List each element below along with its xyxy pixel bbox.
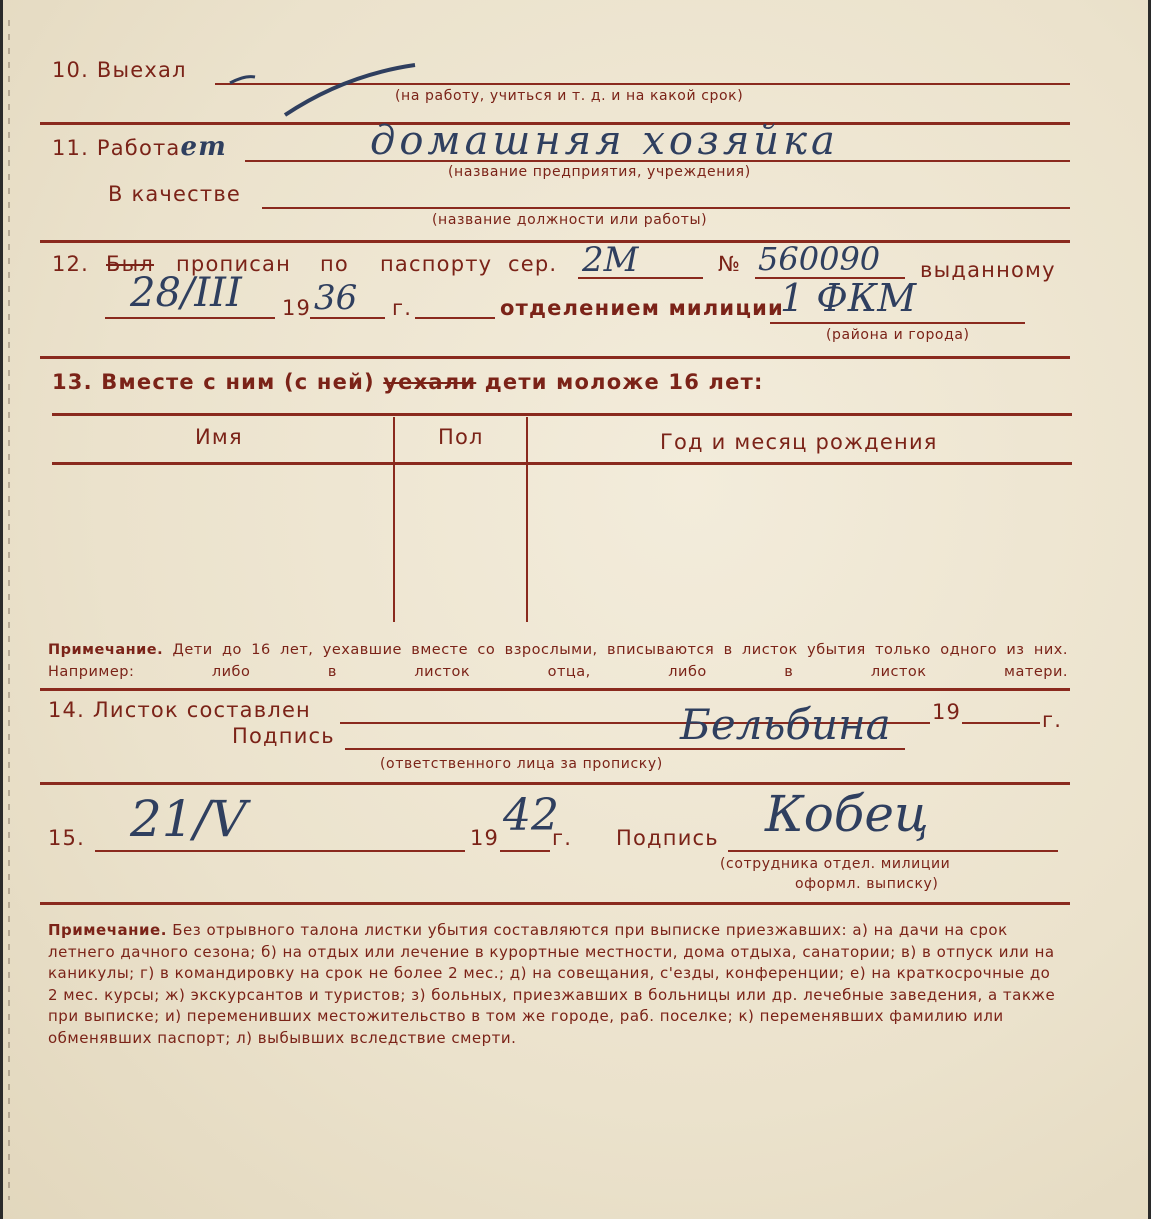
field-12-ser: сер. — [508, 252, 558, 276]
field-14-sign-label: Подпись — [232, 724, 335, 748]
field-14-hint: (ответственного лица за прописку) — [380, 756, 663, 772]
field-12-date-line — [105, 317, 275, 319]
field-12-num: 12. — [52, 252, 89, 276]
field-15-date-line — [95, 850, 465, 852]
field-15-sign-value: Кобец — [765, 785, 929, 843]
field-12-propisan: прописан — [176, 252, 292, 276]
field-11-value: домашняя хозяйка — [370, 118, 839, 164]
note-1-text: Дети до 16 лет, уехавшие вместе со взрослыми, вписываются в листок убытия только одного из них. Например: либо в листок отца, либо в листок матери. — [48, 642, 1068, 680]
field-12-year-suffix: г. — [392, 296, 413, 320]
field-15-sign-label: Подпись — [616, 826, 719, 850]
field-10-dash-stroke — [225, 55, 425, 115]
children-table-divider-1 — [393, 417, 395, 622]
field-15-year-suffix: г. — [552, 826, 573, 850]
field-14-year-suffix: г. — [1042, 708, 1063, 732]
field-13-suffix: дети моложе 16 лет: — [484, 370, 764, 394]
field-12-date-value: 28/III — [130, 270, 242, 316]
field-12-year-prefix: 19 — [282, 296, 312, 320]
rule-12-13 — [40, 356, 1070, 359]
field-11-suffix: ет — [180, 132, 227, 162]
field-12-number-value: 560090 — [758, 240, 881, 278]
children-table-top — [52, 413, 1072, 416]
note-2-title: Примечание. — [48, 921, 167, 939]
field-12-series-value: 2М — [582, 240, 639, 280]
field-10-hint: (на работу, учиться и т. д. и на какой срок) — [395, 88, 744, 104]
field-11-prefix: 11. Работа — [52, 136, 181, 160]
field-12-po: по — [320, 252, 349, 276]
field-10-label: 10. Выехал — [52, 58, 187, 82]
field-12-struck: Был — [106, 252, 155, 276]
field-11-label — [52, 132, 227, 162]
rule-11-12 — [40, 240, 1070, 243]
note-1-title: Примечание. — [48, 642, 164, 658]
field-14-label: 14. Листок составлен — [48, 698, 311, 722]
field-13-heading — [52, 370, 764, 394]
field-11-hint: (название предприятия, учреждения) — [448, 164, 751, 180]
field-15-year-prefix: 19 — [470, 826, 500, 850]
note-2 — [48, 920, 1058, 1050]
left-edge — [0, 0, 3, 1219]
field-11-quality-label: В качестве — [108, 182, 242, 206]
note-2-text: Без отрывного талона листки убытия составляются при выписке приезжавших: а) на дачи на срок летнего дачного сезона; б) на отдых или лечение в курортные местности, дома отдыха, санатории; в) в отпуск или на каникулы; г) в командировку на срок не более 2 мес.; д) на совещания, с'езды, конференции; е) на краткосрочные до 2 мес. курсы; ж) экскурсантов и туристов; з) больных, приезжавших в больницы или др. лечебные заведения, а также при выписке; и) переменивших местожительство в том же городе, раб. поселке; к) переменявших фамилию или обменявших паспорт; л) выбывших вследствие смерти. — [48, 921, 1056, 1047]
field-12-hint: (района и города) — [826, 327, 970, 343]
rule-15-note — [40, 902, 1070, 905]
field-13-prefix: 13. Вместе с ним (с ней) — [52, 370, 375, 394]
field-12-year-value: 36 — [314, 278, 358, 318]
children-col-birth: Год и месяц рождения — [660, 430, 938, 454]
field-12-militia-line — [770, 322, 1025, 324]
rule-note-14 — [40, 688, 1070, 691]
field-14-year-prefix: 19 — [932, 700, 962, 724]
field-12-otdelenie: отделением милиции — [500, 296, 784, 320]
field-15-date-value: 21/V — [130, 790, 247, 848]
field-15-year-line — [500, 850, 550, 852]
field-15-num: 15. — [48, 826, 85, 850]
perforation — [8, 20, 10, 1200]
field-15-year-value: 42 — [503, 790, 559, 841]
field-12-issued: выданному — [920, 258, 1056, 282]
children-col-sex: Пол — [438, 425, 484, 449]
field-12-militia-value: 1 ФКМ — [780, 276, 917, 320]
field-11-quality-hint: (название должности или работы) — [432, 212, 708, 228]
children-table-header-rule — [52, 462, 1072, 465]
children-table-divider-2 — [526, 417, 528, 622]
field-14-sign-value: Бельбина — [680, 700, 891, 749]
field-12-gap-line — [415, 317, 495, 319]
field-11-quality-line — [262, 207, 1070, 209]
field-12-number-sign: № — [718, 252, 742, 276]
field-12-pasport: паспорту — [380, 252, 493, 276]
children-col-name: Имя — [195, 425, 243, 449]
field-13-struck: уехали — [383, 370, 477, 394]
field-15-hint-2: оформл. выписку) — [795, 876, 939, 892]
field-14-year-line — [962, 722, 1040, 724]
field-15-sign-line — [728, 850, 1058, 852]
note-1 — [48, 640, 1068, 683]
field-15-hint-1: (сотрудника отдел. милиции — [720, 856, 951, 872]
